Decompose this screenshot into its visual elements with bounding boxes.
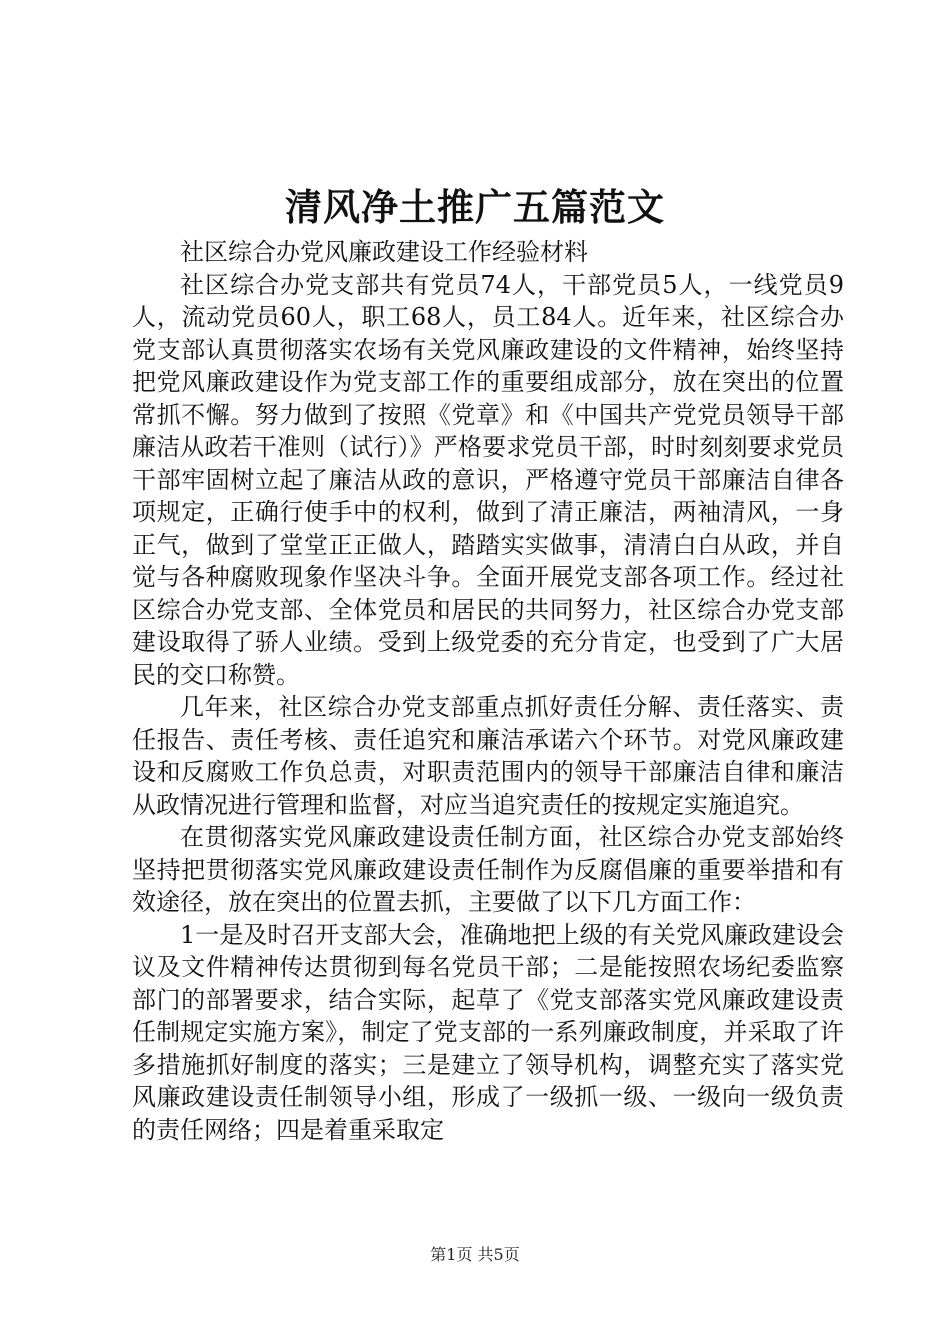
page-number-footer: 第1页 共5页 xyxy=(430,1245,520,1264)
paragraph-4: 1一是及时召开支部大会，准确地把上级的有关党风廉政建设会议及文件精神传达贯彻到每名党员干部；二是能按照农场纪委监察部门的部署要求，结合实际，起草了《党支部落实党风廉政建设责任制规定实施方案》，制定了党支部的一系列廉政制度，并采取了许多措施抓好制度的落实；三是建立了领导机构，调整充实了落实党风廉政建设责任制领导小组，形成了一级抓一级、一级向一级负责的责任网络；四是着重采取定 xyxy=(132,920,844,1144)
document-subtitle: 社区综合办党风廉政建设工作经验材料 xyxy=(180,238,588,266)
document-title: 清风净土推广五篇范文 xyxy=(285,185,665,229)
document-body xyxy=(132,236,844,1146)
paragraph-1: 社区综合办党支部共有党员74人，干部党员5人，一线党员9人，流动党员60人，职工68人，员工84人。近年来，社区综合办党支部认真贯彻落实农场有关党风廉政建设的文件精神，始终坚持把党风廉政建设作为党支部工作的重要组成部分，放在突出的位置常抓不懈。努力做到了按照《党章》和《中国共产党党员领导干部廉洁从政若干准则（试行）》严格要求党员干部，时时刻刻要求党员干部牢固树立起了廉洁从政的意识，严格遵守党员干部廉洁自律各项规定，正确行使手中的权利，做到了清正廉洁，两袖清风，一身正气，做到了堂堂正正做人，踏踏实实做事，清清白白从政，并自觉与各种腐败现象作坚决斗争。全面开展党支部各项工作。经过社区综合办党支部、全体党员和居民的共同努力，社区综合办党支部建设取得了骄人业绩。受到上级党委的充分肯定，也受到了广大居民的交口称赞。 xyxy=(132,270,844,689)
paragraph-3: 在贯彻落实党风廉政建设责任制方面，社区综合办党支部始终坚持把贯彻落实党风廉政建设责任制作为反腐倡廉的重要举措和有效途径，放在突出的位置去抓，主要做了以下几方面工作： xyxy=(132,823,844,916)
paragraph-2: 几年来，社区综合办党支部重点抓好责任分解、责任落实、责任报告、责任考核、责任追究和廉洁承诺六个环节。对党风廉政建设和反腐败工作负总责，对职责范围内的领导干部廉洁自律和廉洁从政情况进行管理和监督，对应当追究责任的按规定实施追究。 xyxy=(132,693,844,819)
